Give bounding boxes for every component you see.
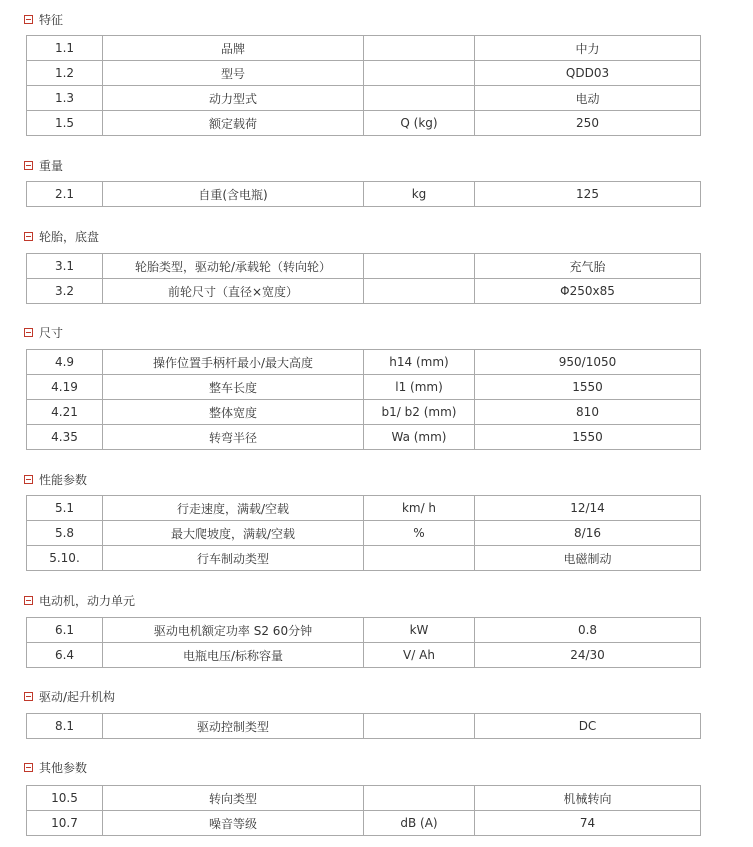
parameter-value: 950/1050 [475, 350, 701, 375]
parameter-unit: kg [364, 182, 475, 207]
spec-table-performance [26, 495, 701, 571]
table-row [27, 400, 701, 425]
collapse-icon[interactable] [24, 232, 33, 241]
parameter-name: 操作位置手柄杆最小/最大高度 [103, 350, 364, 375]
table-row [27, 375, 701, 400]
section-header-other[interactable] [24, 757, 87, 777]
spec-table-drive-lift [26, 713, 701, 739]
parameter-value: Φ250x85 [475, 279, 701, 304]
parameter-name: 行走速度，满载/空载 [103, 496, 364, 521]
parameter-value: 74 [475, 811, 701, 836]
section-header-motor-power[interactable] [24, 590, 135, 610]
spec-table-motor-power [26, 617, 701, 668]
parameter-name: 前轮尺寸（直径×宽度） [103, 279, 364, 304]
section-title: 轮胎，底盘 [39, 229, 100, 244]
row-number: 1.1 [27, 36, 103, 61]
parameter-unit [364, 61, 475, 86]
table-row [27, 182, 701, 207]
row-number: 8.1 [27, 714, 103, 739]
table-row [27, 811, 701, 836]
parameter-value: 8/16 [475, 521, 701, 546]
parameter-unit: h14 (mm) [364, 350, 475, 375]
section-title: 重量 [39, 158, 64, 173]
section-title: 性能参数 [39, 472, 88, 487]
table-row [27, 36, 701, 61]
parameter-unit: kW [364, 618, 475, 643]
section-header-weight[interactable] [24, 155, 63, 175]
table-row [27, 111, 701, 136]
collapse-icon[interactable] [24, 328, 33, 337]
parameter-name: 噪音等级 [103, 811, 364, 836]
table-row [27, 786, 701, 811]
collapse-icon[interactable] [24, 475, 33, 484]
parameter-unit [364, 786, 475, 811]
row-number: 4.35 [27, 425, 103, 450]
parameter-value: 电动 [475, 86, 701, 111]
parameter-name: 转弯半径 [103, 425, 364, 450]
row-number: 1.3 [27, 86, 103, 111]
parameter-name: 动力型式 [103, 86, 364, 111]
row-number: 10.5 [27, 786, 103, 811]
row-number: 4.19 [27, 375, 103, 400]
parameter-unit [364, 546, 475, 571]
section-title: 电动机，动力单元 [39, 593, 136, 608]
parameter-unit: dB (A) [364, 811, 475, 836]
table-row [27, 425, 701, 450]
parameter-value: 电磁制动 [475, 546, 701, 571]
parameter-value: 中力 [475, 36, 701, 61]
parameter-unit: Wa (mm) [364, 425, 475, 450]
parameter-unit: Q (kg) [364, 111, 475, 136]
parameter-unit: b1/ b2 (mm) [364, 400, 475, 425]
parameter-name: 自重(含电瓶) [103, 182, 364, 207]
parameter-value: 24/30 [475, 643, 701, 668]
section-header-drive-lift[interactable] [24, 686, 115, 706]
parameter-value: 1550 [475, 425, 701, 450]
parameter-name: 额定载荷 [103, 111, 364, 136]
parameter-unit: V/ Ah [364, 643, 475, 668]
row-number: 5.10. [27, 546, 103, 571]
parameter-value: 250 [475, 111, 701, 136]
parameter-value: 机械转向 [475, 786, 701, 811]
parameter-name: 行车制动类型 [103, 546, 364, 571]
section-header-dimensions[interactable] [24, 322, 63, 342]
row-number: 3.2 [27, 279, 103, 304]
row-number: 1.5 [27, 111, 103, 136]
collapse-icon[interactable] [24, 161, 33, 170]
row-number: 4.9 [27, 350, 103, 375]
section-title: 驱动/起升机构 [39, 689, 116, 704]
parameter-name: 轮胎类型，驱动轮/承载轮（转向轮） [103, 254, 364, 279]
table-row [27, 521, 701, 546]
table-row [27, 86, 701, 111]
table-row [27, 714, 701, 739]
parameter-unit: % [364, 521, 475, 546]
row-number: 10.7 [27, 811, 103, 836]
row-number: 1.2 [27, 61, 103, 86]
collapse-icon[interactable] [24, 692, 33, 701]
parameter-value: QDD03 [475, 61, 701, 86]
collapse-icon[interactable] [24, 763, 33, 772]
parameter-name: 整车长度 [103, 375, 364, 400]
table-row [27, 546, 701, 571]
table-row [27, 618, 701, 643]
parameter-value: DC [475, 714, 701, 739]
section-title: 特征 [39, 12, 64, 27]
collapse-icon[interactable] [24, 15, 33, 24]
parameter-unit [364, 279, 475, 304]
table-row [27, 643, 701, 668]
parameter-name: 驱动电机额定功率 S2 60分钟 [103, 618, 364, 643]
parameter-name: 驱动控制类型 [103, 714, 364, 739]
parameter-name: 整体宽度 [103, 400, 364, 425]
table-row [27, 350, 701, 375]
collapse-icon[interactable] [24, 596, 33, 605]
parameter-name: 最大爬坡度，满载/空载 [103, 521, 364, 546]
row-number: 2.1 [27, 182, 103, 207]
row-number: 3.1 [27, 254, 103, 279]
row-number: 5.8 [27, 521, 103, 546]
section-title: 其他参数 [39, 760, 88, 775]
parameter-name: 电瓶电压/标称容量 [103, 643, 364, 668]
parameter-value: 1550 [475, 375, 701, 400]
row-number: 5.1 [27, 496, 103, 521]
section-title: 尺寸 [39, 325, 64, 340]
spec-table-features [26, 35, 701, 136]
parameter-unit [364, 714, 475, 739]
spec-table-dimensions [26, 349, 701, 450]
parameter-name: 品牌 [103, 36, 364, 61]
parameter-name: 转向类型 [103, 786, 364, 811]
row-number: 6.4 [27, 643, 103, 668]
table-row [27, 496, 701, 521]
spec-table-tires-chassis [26, 253, 701, 304]
parameter-value: 0.8 [475, 618, 701, 643]
section-header-tires-chassis[interactable] [24, 226, 99, 246]
parameter-unit [364, 254, 475, 279]
parameter-value: 12/14 [475, 496, 701, 521]
table-row [27, 279, 701, 304]
spec-table-other [26, 785, 701, 836]
parameter-value: 充气胎 [475, 254, 701, 279]
parameter-value: 810 [475, 400, 701, 425]
row-number: 4.21 [27, 400, 103, 425]
section-header-performance[interactable] [24, 469, 87, 489]
row-number: 6.1 [27, 618, 103, 643]
parameter-value: 125 [475, 182, 701, 207]
section-header-features[interactable] [24, 9, 63, 29]
table-row [27, 254, 701, 279]
parameter-unit [364, 86, 475, 111]
spec-table-weight [26, 181, 701, 207]
parameter-name: 型号 [103, 61, 364, 86]
parameter-unit: l1 (mm) [364, 375, 475, 400]
parameter-unit: km/ h [364, 496, 475, 521]
table-row [27, 61, 701, 86]
parameter-unit [364, 36, 475, 61]
